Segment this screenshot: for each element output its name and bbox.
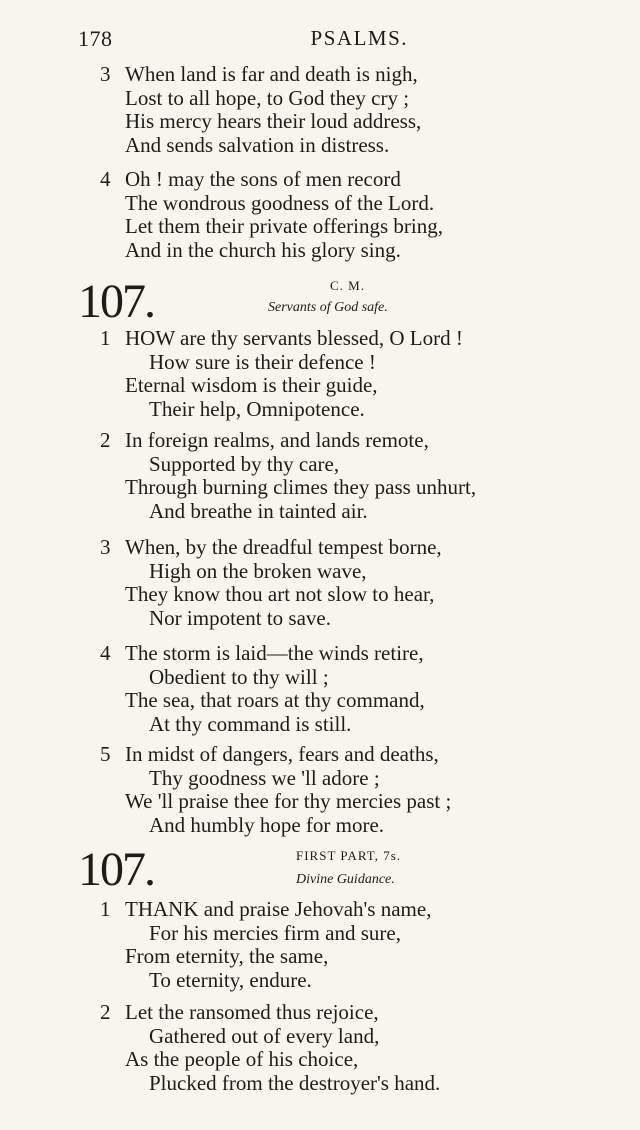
verse-line: HOW are thy servants blessed, O Lord !: [125, 326, 463, 350]
verse-line: How sure is their defence !: [149, 349, 376, 374]
running-title: PSALMS.: [310, 26, 408, 50]
verse-line: And humbly hope for more.: [149, 812, 385, 837]
verse-line: To eternity, endure.: [149, 967, 312, 992]
verse-line: And sends salvation in distress.: [125, 132, 390, 157]
verse-line: Thy goodness we 'll adore ;: [149, 765, 380, 790]
verse-line: At thy command is still.: [149, 711, 352, 736]
verse-line: When land is far and death is nigh,: [125, 62, 418, 86]
verse-line: Nor impotent to save.: [149, 605, 331, 630]
verse-line: Through burning climes they pass unhurt,: [125, 475, 477, 499]
stanza-2: [100, 1001, 600, 1095]
stanza-3: [100, 536, 600, 630]
verse-line: The sea, that roars at thy command,: [125, 688, 425, 712]
stanza-number: 4: [100, 641, 111, 665]
verse-line: His mercy hears their loud address,: [125, 109, 422, 133]
hymn-meter: C. M.: [330, 278, 365, 293]
verse-line: We 'll praise thee for thy mercies past ;: [125, 789, 452, 813]
verse-line: The wondrous goodness of the Lord.: [125, 190, 435, 215]
verse-line: When, by the dreadful tempest borne,: [125, 535, 442, 559]
stanza-1: [100, 327, 600, 421]
stanza-4: [100, 642, 600, 736]
verse-line: The storm is laid—the winds retire,: [125, 641, 424, 665]
stanza-number: 1: [100, 897, 111, 921]
verse-line: Oh ! may the sons of men record: [125, 167, 401, 191]
verse-line: High on the broken wave,: [149, 558, 367, 583]
hymn-subtitle: Servants of God safe.: [268, 300, 388, 315]
hymn-number: 107.: [78, 843, 154, 896]
verse-line: Obedient to thy will ;: [149, 664, 329, 689]
stanza-number: 2: [100, 1000, 111, 1024]
verse-line: As the people of his choice,: [125, 1047, 359, 1071]
stanza-1: [100, 898, 600, 992]
verse-line: Gathered out of every land,: [149, 1023, 380, 1048]
verse-line: Let the ransomed thus rejoice,: [125, 1000, 379, 1024]
stanza-number: 3: [100, 535, 111, 559]
verse-line: In midst of dangers, fears and deaths,: [125, 742, 439, 766]
stanza-5: [100, 743, 600, 837]
verse-line: In foreign realms, and lands remote,: [125, 428, 429, 452]
stanza-number: 2: [100, 428, 111, 452]
verse-line: Eternal wisdom is their guide,: [125, 373, 378, 397]
stanza-2: [100, 429, 600, 523]
stanza-number: 3: [100, 62, 111, 86]
verse-line: THANK and praise Jehovah's name,: [125, 897, 432, 921]
verse-line: They know thou art not slow to hear,: [125, 582, 435, 606]
verse-line: Plucked from the destroyer's hand.: [149, 1070, 441, 1095]
stanza-continued-4: [100, 168, 600, 262]
verse-line: Lost to all hope, to God they cry ;: [125, 85, 410, 110]
verse-line: For his mercies firm and sure,: [149, 920, 401, 945]
stanza-number: 5: [100, 742, 111, 766]
verse-line: From eternity, the same,: [125, 944, 329, 968]
stanza-number: 4: [100, 167, 111, 191]
hymn-subtitle: Divine Guidance.: [296, 872, 395, 887]
hymn-meter: FIRST PART, 7s.: [296, 848, 402, 863]
verse-line: And in the church his glory sing.: [125, 237, 401, 262]
hymn-number: 107.: [78, 275, 154, 328]
verse-line: And breathe in tainted air.: [149, 498, 368, 523]
page-header: [78, 26, 408, 56]
stanza-number: 1: [100, 326, 111, 350]
verse-line: Their help, Omnipotence.: [149, 396, 365, 421]
verse-line: Supported by thy care,: [149, 451, 340, 476]
stanza-continued-3: [100, 63, 600, 157]
verse-line: Let them their private offerings bring,: [125, 214, 444, 238]
page-number: 178: [78, 26, 113, 51]
